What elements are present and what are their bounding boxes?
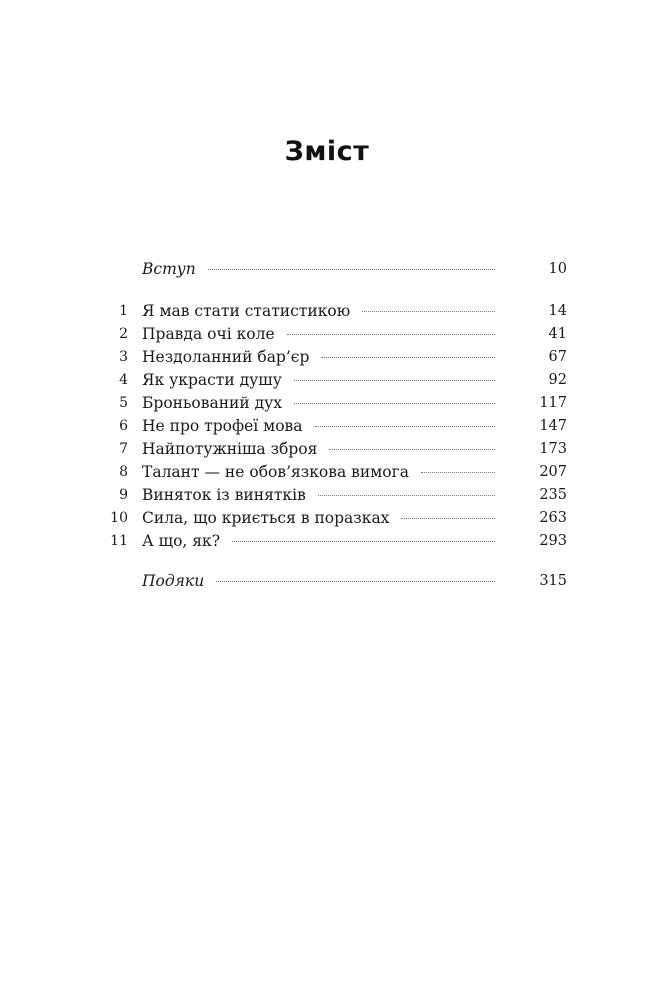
chapter-number: 8	[119, 464, 128, 480]
chapter-number: 1	[119, 303, 128, 319]
toc-page-number: 315	[539, 573, 567, 589]
dot-leader	[208, 269, 495, 270]
chapter-number: 3	[119, 349, 128, 365]
dot-leader	[294, 403, 495, 404]
toc-page-number: 67	[548, 349, 567, 365]
chapter-title: Талант — не обов’язкова вимога	[142, 463, 409, 481]
dot-leader	[401, 518, 495, 519]
toc-row-chapter-3[interactable]	[0, 346, 654, 368]
toc-page-number: 173	[539, 441, 567, 457]
toc-entry	[142, 461, 567, 483]
toc-row-chapter-5[interactable]	[0, 392, 654, 414]
toc-entry	[142, 507, 567, 529]
chapter-title: Не про трофеї мова	[142, 417, 303, 435]
toc-entry	[142, 484, 567, 506]
toc-label: Вступ	[142, 260, 196, 278]
chapter-number: 6	[119, 418, 128, 434]
toc-row-acknowledgements[interactable]	[0, 570, 654, 592]
chapter-title: Сила, що криється в поразках	[142, 509, 390, 527]
toc-row-chapter-8[interactable]	[0, 461, 654, 483]
chapter-title: Найпотужніша зброя	[142, 440, 318, 458]
chapter-number: 4	[119, 372, 128, 388]
chapter-number: 9	[119, 487, 128, 503]
toc-row-chapter-4[interactable]	[0, 369, 654, 391]
toc-row-chapter-1[interactable]	[0, 300, 654, 322]
toc-entry	[142, 415, 567, 437]
dot-leader	[315, 426, 495, 427]
toc-row-chapter-9[interactable]	[0, 484, 654, 506]
chapter-title: Я мав стати статистикою	[142, 302, 351, 320]
chapter-title: Виняток із винятків	[142, 486, 306, 504]
chapter-number: 2	[119, 326, 128, 342]
chapter-title: А що, як?	[142, 532, 221, 550]
chapter-title: Броньований дух	[142, 394, 283, 412]
chapter-title: Правда очі коле	[142, 325, 275, 343]
toc-entry	[142, 369, 567, 391]
toc-page-number: 235	[539, 487, 567, 503]
dot-leader	[318, 495, 495, 496]
toc-page-number: 41	[548, 326, 567, 342]
toc-page-number: 117	[539, 395, 567, 411]
toc-row-chapter-10[interactable]	[0, 507, 654, 529]
toc-entry	[142, 323, 567, 345]
chapter-title: Як украсти душу	[142, 371, 282, 389]
toc-entry	[142, 392, 567, 414]
dot-leader	[287, 334, 495, 335]
toc-row-chapter-11[interactable]	[0, 530, 654, 552]
toc-row-intro[interactable]	[0, 258, 654, 280]
page-title: Зміст	[284, 136, 370, 167]
toc-page-number: 147	[539, 418, 567, 434]
dot-leader	[232, 541, 495, 542]
toc-page-number: 10	[548, 261, 567, 277]
chapter-number: 7	[119, 441, 128, 457]
toc-entry	[142, 300, 567, 322]
toc-entry	[142, 530, 567, 552]
toc-entry	[142, 346, 567, 368]
toc-row-chapter-6[interactable]	[0, 415, 654, 437]
dot-leader	[362, 311, 495, 312]
toc-page-number: 293	[539, 533, 567, 549]
dot-leader	[421, 472, 495, 473]
chapter-number: 11	[110, 533, 128, 549]
toc-page-number: 92	[548, 372, 567, 388]
toc-label: Подяки	[142, 572, 205, 590]
toc-page-number: 14	[548, 303, 567, 319]
toc-page-number: 207	[539, 464, 567, 480]
toc-entry	[142, 438, 567, 460]
toc-row-chapter-7[interactable]	[0, 438, 654, 460]
toc-row-chapter-2[interactable]	[0, 323, 654, 345]
chapter-title: Нездоланний бар’єр	[142, 348, 310, 366]
chapter-number: 5	[119, 395, 128, 411]
toc-entry	[142, 570, 567, 592]
dot-leader	[329, 449, 495, 450]
dot-leader	[321, 357, 495, 358]
chapter-number: 10	[110, 510, 128, 526]
toc-entry	[142, 258, 567, 280]
toc-page-number: 263	[539, 510, 567, 526]
dot-leader	[294, 380, 495, 381]
dot-leader	[216, 581, 495, 582]
